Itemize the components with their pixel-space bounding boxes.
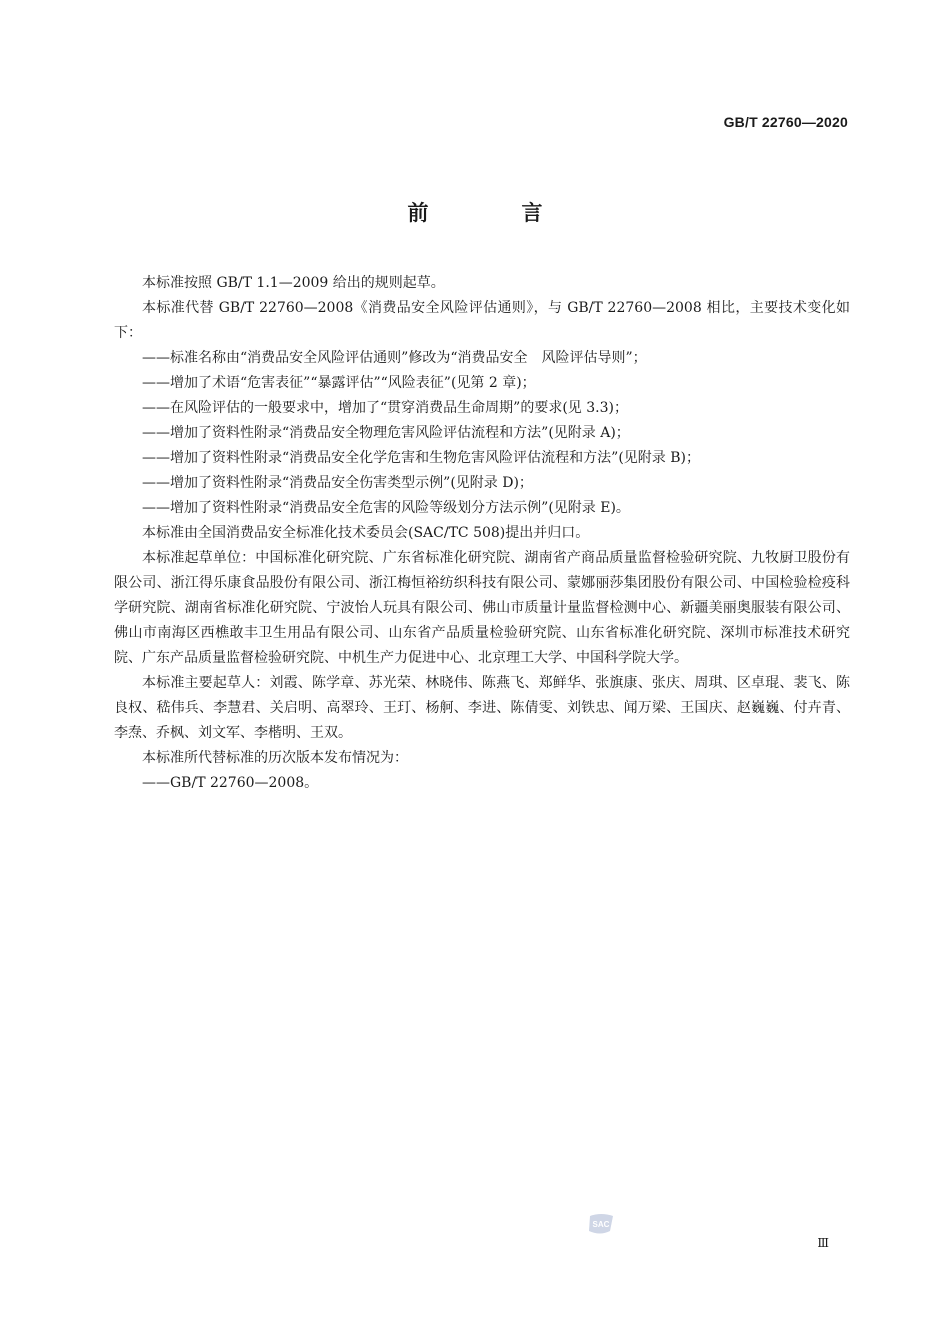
change-item-annex-b: ——增加了资料性附录“消费品安全化学危害和生物危害风险评估流程和方法”(见附录 B)； [142, 450, 700, 466]
foreword-body [114, 271, 850, 796]
change-item-title: ——标准名称由“消费品安全风险评估通则”修改为“消费品安全 风险评估导则”； [142, 350, 647, 366]
paragraph-replacement: 本标准代替 GB/T 22760—2008《消费品安全风险评估通则》，与 GB/T 22760—2008 相比，主要技术变化如下： [114, 300, 850, 341]
change-item-annex-e: ——增加了资料性附录“消费品安全危害的风险等级划分方法示例”(见附录 E)。 [142, 500, 630, 516]
paragraph-history-intro: 本标准所代替标准的历次版本发布情况为： [142, 750, 408, 766]
watermark-text: SAC [592, 1220, 610, 1229]
paragraph-drafters: 本标准主要起草人：刘霞、陈学章、苏光荣、林晓伟、陈燕飞、郑鲜华、张旗康、张庆、周琪、区卓琨、裴飞、陈良权、嵇伟兵、李慧君、关启明、高翠玲、王玎、杨舸、李进、陈倩雯、刘铁忠、闻万梁、王国庆、赵巍巍、付卉青、李焘、乔枫、刘文军、李楷明、王双。 [114, 675, 850, 741]
paragraph-drafting-units: 本标准起草单位：中国标准化研究院、广东省标准化研究院、湖南省产商品质量监督检验研究院、九牧厨卫股份有限公司、浙江得乐康食品股份有限公司、浙江梅恒裕纺织科技有限公司、蒙娜丽莎集团股份有限公司、中国检验检疫科学研究院、湖南省标准化研究院、宁波怡人玩具有限公司、佛山市质量计量监督检测中心、新疆美丽奥服装有限公司、佛山市南海区西樵敢丰卫生用品有限公司、山东省产品质量检验研究院、山东省标准化研究院、深圳市标准技术研究院、广东产品质量监督检验研究院、中机生产力促进中心、北京理工大学、中国科学院大学。 [114, 550, 850, 666]
standard-number: GB/T 22760—2020 [723, 114, 848, 130]
change-item-annex-d: ——增加了资料性附录“消费品安全伤害类型示例”(见附录 D)； [142, 475, 533, 491]
sac-logo-watermark [586, 1213, 616, 1235]
page-title: 前 言 [407, 201, 579, 225]
change-item-annex-a: ——增加了资料性附录“消费品安全物理危害风险评估流程和方法”(见附录 A)； [142, 425, 630, 441]
history-item: ——GB/T 22760—2008。 [142, 775, 319, 791]
page-number: Ⅲ [817, 1236, 829, 1250]
change-item-terms: ——增加了术语“危害表征”“暴露评估”“风险表征”(见第 2 章)； [142, 375, 536, 391]
paragraph-drafting-rules: 本标准按照 GB/T 1.1—2009 给出的规则起草。 [142, 275, 445, 291]
change-item-lifecycle: ——在风险评估的一般要求中，增加了“贯穿消费品生命周期”的要求(见 3.3)； [142, 400, 628, 416]
paragraph-committee: 本标准由全国消费品安全标准化技术委员会(SAC/TC 508)提出并归口。 [142, 525, 590, 541]
